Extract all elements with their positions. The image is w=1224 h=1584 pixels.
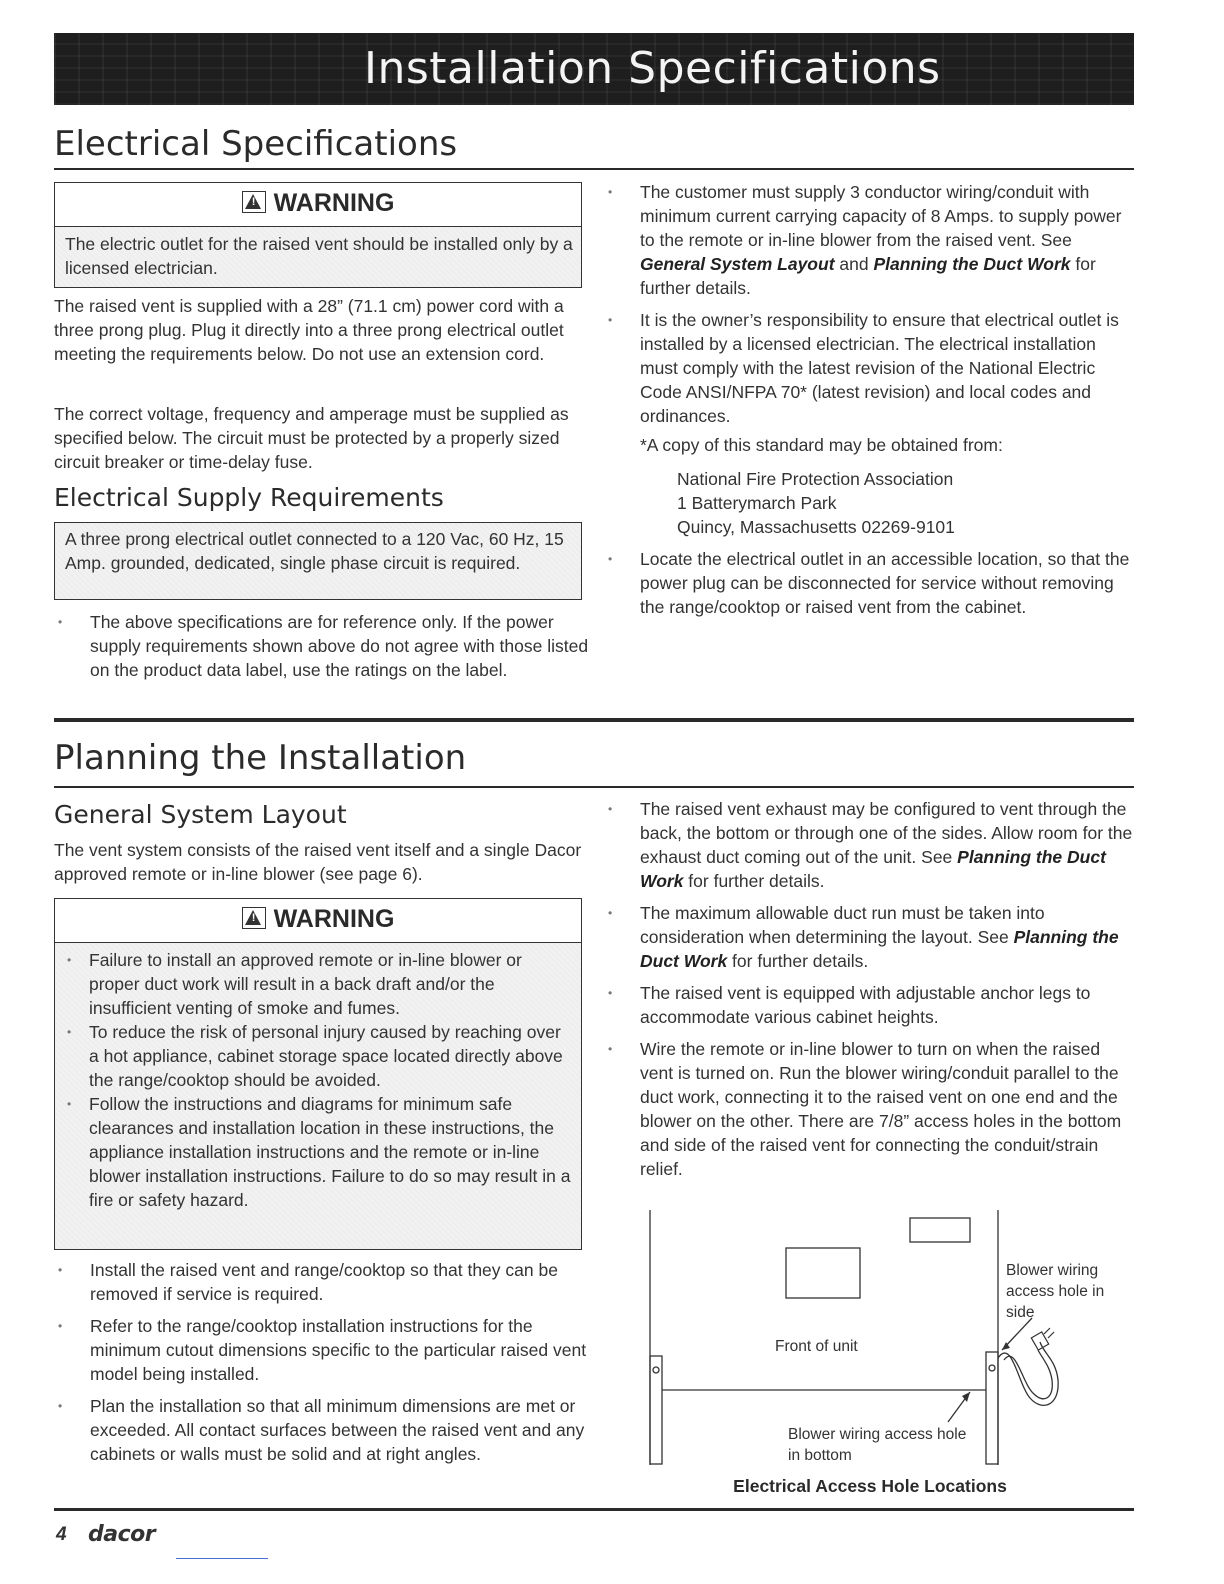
nfpa-address (677, 467, 955, 539)
electrical-specifications-heading: Electrical Specifications (54, 124, 458, 164)
address-line: National Fire Protection Association (677, 469, 954, 489)
list-item: • Plan the installation so that all minimum dimensions are met or exceeded. All contact surfaces between the raised vent and any cabinets or walls must be solid and at right angles. (54, 1394, 589, 1466)
warning-header (55, 183, 581, 227)
warning-box-blower (54, 898, 582, 1250)
list-item: • The above specifications are for reference only. If the power supply requirements shown above do not agree with those listed on the product data label, use the ratings on the label. (54, 610, 589, 682)
ref-planning-duct-work: Planning the Duct Work (640, 847, 1106, 891)
warning-triangle-icon (242, 907, 266, 929)
power-cord-paragraph: The raised vent is supplied with a 28” (71.1 cm) power cord with a three prong plug. Plug it directly into a three prong electrical outlet meeting the requirements below. Do not use an extension cord. (54, 296, 564, 364)
electrical-right-list-2 (604, 547, 1134, 627)
section-rule (54, 168, 1134, 170)
left-leg-screw (653, 1367, 659, 1373)
footer-rule (54, 1508, 1134, 1511)
warning-title: WARNING (273, 905, 395, 933)
side-hole-label: Blower wiring access hole in side (1006, 1262, 1105, 1321)
title-banner (54, 33, 1134, 105)
ref-general-system-layout: General System Layout (640, 254, 835, 274)
list-item: • Locate the electrical outlet in an accessible location, so that the power plug can be disconnected for service without removing the range/cooktop or raised vent from the cabinet. (604, 547, 1134, 619)
planning-right-list (604, 797, 1134, 1189)
top-access-rectangle (910, 1218, 970, 1242)
warning-triangle-icon (242, 191, 266, 213)
list-item: • Failure to install an approved remote or in-line blower or proper duct work will result in a back draft and/or the insufficient venting of smoke and fumes. (63, 948, 573, 1020)
diagram-caption: Electrical Access Hole Locations (733, 1476, 1007, 1496)
supply-notes-list (54, 610, 589, 690)
warning-text: The electric outlet for the raised vent should be installed only by a licensed electrician. (55, 227, 581, 287)
list-item: • To reduce the risk of personal injury caused by reaching over a hot appliance, cabinet storage space located directly above the range/cooktop should be avoided. (63, 1020, 573, 1092)
warning-title: WARNING (273, 189, 395, 217)
section-rule (54, 786, 1134, 788)
ref-planning-duct-work: Planning the Duct Work (873, 254, 1071, 274)
planning-installation-heading: Planning the Installation (54, 738, 467, 778)
bottom-hole-label: Blower wiring access hole in bottom (788, 1426, 967, 1464)
list-item: • Wire the remote or in-line blower to turn on when the raised vent is turned on. Run the blower wiring/conduit parallel to the duct work, connecting it to the raised vent on one end and the blower on the other. There are 7/8” access holes in the bottom and side of the raised vent for connecting the conduit/strain relief. (604, 1037, 1134, 1181)
footer-link-line (176, 1558, 268, 1559)
power-cord-inner (1004, 1350, 1052, 1399)
list-item: • The raised vent exhaust may be configured to vent through the back, the bottom or through one of the sides. Allow room for the exhaust duct coming out of the unit. See Planning the Duct Work for further details. (604, 797, 1134, 893)
back-access-rectangle (786, 1248, 860, 1298)
list-item: • It is the owner’s responsibility to ensure that electrical outlet is installed by a licensed electrician. The electrical installation must comply with the latest revision of the National Electric Code ANSI/NFPA 70* (latest revision) and local codes and ordinances. (604, 308, 1134, 428)
layout-paragraph: The vent system consists of the raised vent itself and a single Dacor approved remote or in-line blower (see page 6). (54, 840, 582, 884)
banner-title: Installation Specifications (364, 43, 941, 94)
electrical-supply-heading: Electrical Supply Requirements (54, 483, 444, 512)
list-item: • The customer must supply 3 conductor wiring/conduit with minimum current carrying capacity of 8 Amps. to supply power to the remote or in-line blower from the raised vent. See General System Layout and Planning the Duct Work for further details. (604, 180, 1134, 300)
left-anchor-leg (650, 1356, 662, 1464)
supply-requirements-text: A three prong electrical outlet connected to a 120 Vac, 60 Hz, 15 Amp. grounded, dedicated, single phase circuit is required. (65, 529, 564, 573)
dacor-logo: dacor (88, 1522, 156, 1547)
ref-planning-duct-work: Planning the Duct Work (640, 927, 1119, 971)
warning-box-electrician (54, 182, 582, 288)
list-item: • Follow the instructions and diagrams for minimum safe clearances and installation location in these instructions, the appliance installation instructions and the remote or in-line blower installation instructions. Failure to do so may result in a fire or safety hazard. (63, 1092, 573, 1212)
section-rule-thick (54, 718, 1134, 722)
right-leg-screw (989, 1365, 995, 1371)
address-line: 1 Batterymarch Park (677, 493, 837, 513)
general-system-layout-heading: General System Layout (54, 800, 347, 829)
address-line: Quincy, Massachusetts 02269-9101 (677, 517, 955, 537)
page-number: 4 (56, 1524, 67, 1545)
list-item: • The maximum allowable duct run must be taken into consideration when determining the layout. See Planning the Duct Work for further details. (604, 901, 1134, 973)
warning-header (55, 899, 581, 943)
supply-requirements-box (54, 522, 582, 600)
front-of-unit-label: Front of unit (775, 1338, 858, 1355)
copy-note: *A copy of this standard may be obtained from: (640, 435, 1003, 455)
warning-list (63, 948, 573, 1212)
list-item: • Install the raised vent and range/cooktop so that they can be removed if service is required. (54, 1258, 589, 1306)
electrical-right-list (604, 180, 1134, 436)
list-item: • The raised vent is equipped with adjustable anchor legs to accommodate various cabinet heights. (604, 981, 1134, 1029)
warning-body (55, 943, 581, 1249)
access-hole-diagram (640, 1210, 1140, 1480)
voltage-paragraph: The correct voltage, frequency and amperage must be supplied as specified below. The circuit must be protected by a properly sized circuit breaker or time-delay fuse. (54, 404, 569, 472)
planning-left-list (54, 1258, 589, 1474)
list-item: • Refer to the range/cooktop installation instructions for the minimum cutout dimensions specific to the particular raised vent model being installed. (54, 1314, 589, 1386)
right-anchor-leg (986, 1352, 998, 1464)
